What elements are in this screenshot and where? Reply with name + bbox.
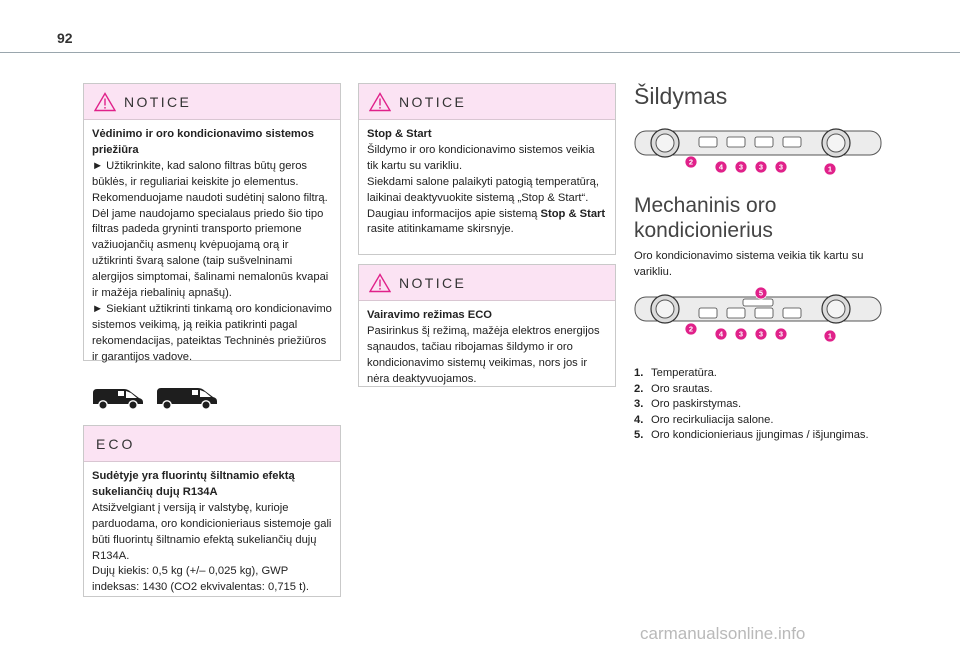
notice-text: Daugiau informacijos apie sistemą xyxy=(367,207,541,220)
notice-text: Rekomenduojame naudoti sudėtinį salono filtrą. Dėl jame naudojamo specialaus priedo šio tipo filtras padeda gryninti transporto priemone važiuojančių asmenų kvėpuojamą orą ir užtikrinti švarą salone (taip sušvelninami alergijos simptomai, šalinami nemalonūs kvapai ir mažėja riebalinių apnašų). xyxy=(92,191,329,300)
callout-label: 4 xyxy=(718,162,724,172)
callout-label: 3 xyxy=(758,329,764,339)
notice-text: Siekdami salone palaikyti patogią temperatūrą, laikinai deaktyvuokite sistemą „Stop & Start“. xyxy=(367,175,599,204)
notice-heading: Vairavimo režimas ECO xyxy=(367,309,492,321)
notice-body xyxy=(359,301,615,388)
notice-header xyxy=(84,84,340,120)
notice-text-bold: Stop & Start xyxy=(540,207,606,220)
ac-control-panel-diagram xyxy=(633,286,883,342)
legend-item: 3. Oro paskirstymas. xyxy=(634,398,742,411)
callout-label: 3 xyxy=(758,162,764,172)
eco-body xyxy=(84,462,340,596)
legend-item: 4. Oro recirkuliacija salone. xyxy=(634,413,774,426)
notice-box-stop-start xyxy=(358,83,616,255)
van-short-icon xyxy=(90,380,146,412)
notice-body xyxy=(84,120,340,366)
van-long-icon xyxy=(154,380,220,412)
callout-label: 2 xyxy=(688,157,694,167)
heating-control-panel-diagram xyxy=(633,124,883,176)
notice-text: ► Užtikrinkite, kad salono filtras būtų geros būklės, ir reguliariai keiskite jo elementus. xyxy=(92,159,308,188)
site-watermark: carmanualsonline.info xyxy=(640,624,806,643)
section-title-manual-ac: Mechaninis oro kondicionierius xyxy=(634,194,777,242)
eco-title: ECO xyxy=(96,435,136,452)
legend-item: 5. Oro kondicionieriaus įjungimas / išjungimas. xyxy=(634,429,869,442)
notice-text: Šildymo ir oro kondicionavimo sistemos veikia tik kartu su varikliu. xyxy=(367,143,595,172)
legend-item: 2. Oro srautas. xyxy=(634,382,713,395)
controls-legend xyxy=(634,366,869,444)
legend-item: 1. Temperatūra. xyxy=(634,367,717,379)
warning-triangle-icon xyxy=(94,92,116,112)
callout-label: 1 xyxy=(827,331,833,341)
callout-label: 5 xyxy=(758,288,764,298)
eco-heading: Sudėtyje yra fluorintų šiltnamio efektą sukeliančių dujų R134A xyxy=(92,470,295,498)
notice-text: Pasirinkus šį režimą, mažėja elektros energijos sąnaudos, tačiau ribojamas šildymo ir oro kondicionavimo sistemų veikimas, nors jos ir nėra deaktyvuojamos. xyxy=(367,324,600,385)
notice-text: ► Siekiant užtikrinti tinkamą oro kondicionavimo sistemos veikimą, ją reikia patikrinti pagal rekomendacijas, pateiktas Techninės priežiūros ir garantijos vadove. xyxy=(92,302,332,363)
page-number: 92 xyxy=(57,30,73,46)
callout-label: 1 xyxy=(827,164,833,174)
notice-box-maintenance xyxy=(83,83,341,361)
callout-label: 3 xyxy=(778,162,784,172)
eco-box-refrigerant xyxy=(83,425,341,597)
eco-text: Dujų kiekis: 0,5 kg (+/– 0,025 kg), GWP indeksas: 1430 (CO2 ekvivalentas: 0,715 t). xyxy=(92,565,310,594)
notice-box-eco-mode xyxy=(358,264,616,387)
section-title-heating: Šildymas xyxy=(634,83,728,109)
notice-title: NOTICE xyxy=(124,93,192,110)
notice-heading: Stop & Start xyxy=(367,128,432,140)
eco-header xyxy=(84,426,340,462)
notice-header xyxy=(359,84,615,120)
callout-label: 3 xyxy=(738,162,744,172)
callout-label: 4 xyxy=(718,329,724,339)
notice-body xyxy=(359,120,615,238)
notice-header xyxy=(359,265,615,301)
eco-text: Atsižvelgiant į versiją ir valstybę, kurioje parduodama, oro kondicionieriaus sistemoje gali būti fluorintų šiltnamio efektą sukeliančių dujų R134A. xyxy=(92,501,332,562)
notice-title: NOTICE xyxy=(399,274,467,291)
warning-triangle-icon xyxy=(369,273,391,293)
header-divider xyxy=(0,52,960,53)
notice-heading: Vėdinimo ir oro kondicionavimo sistemos priežiūra xyxy=(92,128,314,156)
vehicle-versions xyxy=(90,380,220,412)
manual-ac-intro: Oro kondicionavimo sistema veikia tik kartu su varikliu. xyxy=(634,250,864,278)
notice-title: NOTICE xyxy=(399,93,467,110)
notice-text: rasite atitinkamame skirsnyje. xyxy=(367,223,514,236)
warning-triangle-icon xyxy=(369,92,391,112)
callout-label: 3 xyxy=(738,329,744,339)
callout-label: 3 xyxy=(778,329,784,339)
callout-label: 2 xyxy=(688,324,694,334)
